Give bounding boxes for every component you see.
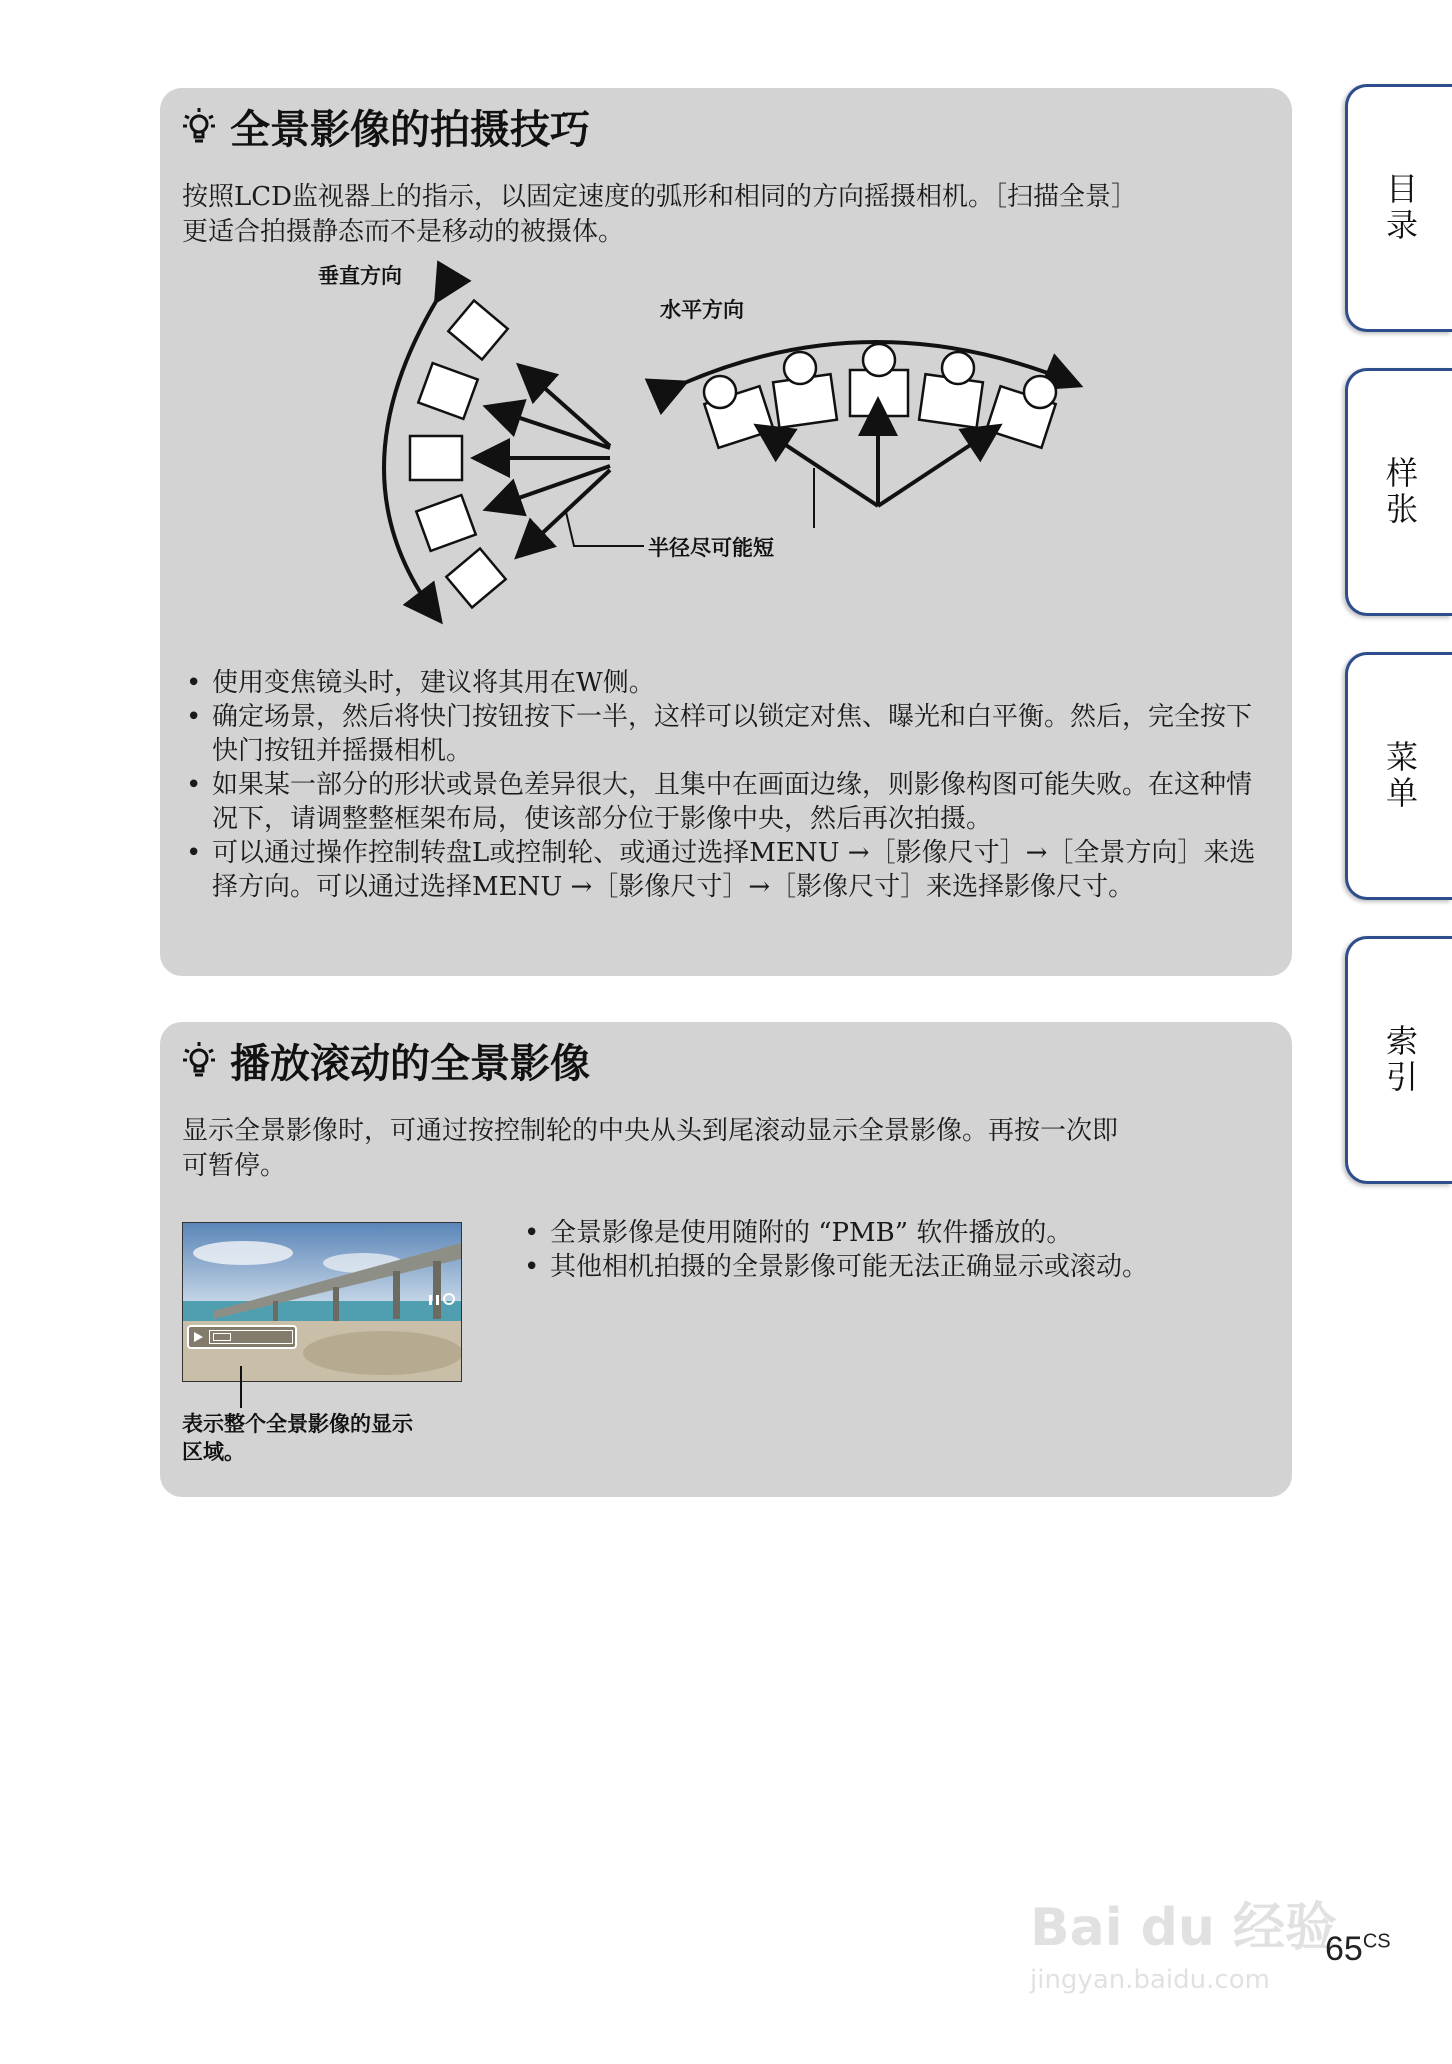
intro-line: 显示全景影像时，可通过按控制轮的中央从头到尾滚动显示全景影像。再按一次即 (182, 1116, 1119, 1146)
caption-line: 区域。 (182, 1440, 245, 1464)
panorama-playback-photo (182, 1222, 462, 1382)
playback-bullet-list (520, 1216, 1260, 1284)
intro-paragraph (182, 1114, 1272, 1184)
list-item: • 使用变焦镜头时，建议将其用在W侧。 (182, 666, 1272, 700)
tab-label: 索引 (1381, 1024, 1419, 1096)
caption-line: 表示整个全景影像的显示 (182, 1412, 413, 1436)
panning-diagram (160, 88, 1292, 628)
tab-index[interactable] (1345, 936, 1452, 1184)
caption-leader-line (240, 1366, 242, 1408)
tab-samples[interactable] (1345, 368, 1452, 616)
tab-menu[interactable] (1345, 652, 1452, 900)
page-number-value: 65 (1325, 1930, 1363, 1968)
tab-label: 菜单 (1381, 740, 1419, 812)
watermark-logo: Bai du 经验 (1030, 1898, 1337, 1958)
list-item: • 可以通过操作控制转盘L或控制轮、或通过选择MENU →［影像尺寸］→［全景方向］来选择方向。可以通过选择MENU →［影像尺寸］→［影像尺寸］来选择影像尺寸。 (182, 836, 1272, 904)
list-item: • 确定场景，然后将快门按钮按下一半，这样可以锁定对焦、曝光和白平衡。然后，完全按下快门按钮并摇摄相机。 (182, 700, 1272, 768)
tab-label: 目录 (1381, 172, 1419, 244)
play-icon (194, 1332, 203, 1342)
tips-panel-playback (160, 1022, 1292, 1497)
tab-contents[interactable] (1345, 84, 1452, 332)
list-item: • 全景影像是使用随附的 “PMB” 软件播放的。 (520, 1216, 1260, 1250)
radius-short-label: 半径尽可能短 (648, 536, 774, 560)
scroll-position-indicator (187, 1325, 297, 1349)
section-title: 播放滚动的全景影像 (230, 1040, 590, 1087)
list-item: • 如果某一部分的形状或景色差异很大，且集中在画面边缘，则影像构图可能失败。在这种情况下，请调整整框架布局，使该部分位于影像中央，然后再次拍摄。 (182, 768, 1272, 836)
horizontal-direction-label: 水平方向 (660, 298, 744, 322)
section-heading (182, 1032, 590, 1088)
section-title: 全景影像的拍摄技巧 (230, 106, 590, 153)
intro-line: 可暂停。 (182, 1151, 287, 1181)
tips-panel-shooting (160, 88, 1292, 976)
radius-leader-line (566, 512, 644, 546)
page-suffix: CS (1362, 1930, 1391, 1953)
intro-line: 按照LCD监视器上的指示，以固定速度的弧形和相同的方向摇摄相机。［扫描全景］ (182, 182, 1138, 212)
vertical-direction-label: 垂直方向 (318, 264, 402, 288)
tips-bullet-list (182, 666, 1272, 904)
intro-line: 更适合拍摄静态而不是移动的被摄体。 (182, 217, 625, 247)
lightbulb-hint-icon (182, 1040, 216, 1080)
list-item: • 其他相机拍摄的全景影像可能无法正确显示或滚动。 (520, 1250, 1260, 1284)
baidu-watermark (1030, 1855, 1360, 2005)
display-area-marker (213, 1333, 231, 1341)
tab-label: 样张 (1381, 456, 1419, 528)
photo-caption (182, 1410, 482, 1466)
page-number (1325, 1930, 1391, 1969)
watermark-url: jingyan.baidu.com (1030, 1965, 1270, 1995)
pause-icon (429, 1295, 439, 1305)
vertical-radius-arrows (478, 368, 610, 554)
control-wheel-icon (443, 1293, 455, 1305)
vertical-camera-icons (410, 301, 508, 608)
